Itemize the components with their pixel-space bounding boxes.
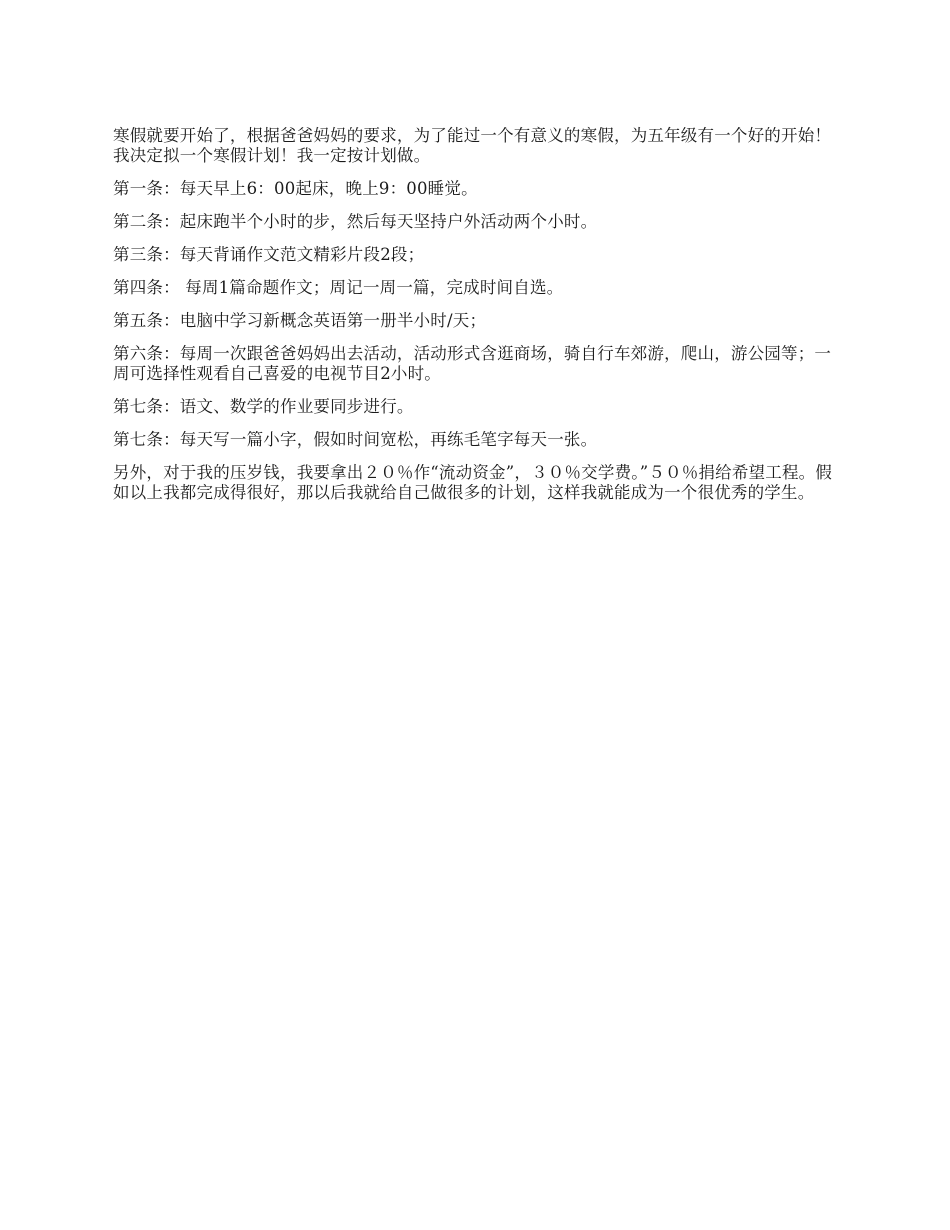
document-body <box>113 126 841 516</box>
paragraph-intro: 寒假就要开始了，根据爸爸妈妈的要求，为了能过一个有意义的寒假，为五年级有一个好的开始！我决定拟一个寒假计划！我一定按计划做。 <box>113 126 832 165</box>
paragraph-rule-7a: 第七条：语文、数学的作业要同步进行。 <box>113 397 414 416</box>
paragraph-rule-2: 第二条：起床跑半个小时的步，然后每天坚持户外活动两个小时。 <box>113 212 598 231</box>
paragraph-rule-6: 第六条：每周一次跟爸爸妈妈出去活动，活动形式含逛商场，骑自行车郊游，爬山，游公园等；一周可选择性观看自己喜爱的电视节目2小时。 <box>113 344 832 383</box>
paragraph-rule-7b: 第七条：每天写一篇小字，假如时间宽松，再练毛笔字每天一张。 <box>113 430 598 449</box>
paragraph-rule-3: 第三条：每天背诵作文范文精彩片段2段； <box>113 245 425 264</box>
paragraph-rule-4: 第四条： 每周1篇命题作文；周记一周一篇，完成时间自选。 <box>113 278 564 297</box>
paragraph-closing: 另外，对于我的压岁钱，我要拿出２０％作“流动资金”，３０％交学费。”５０％捐给希望工程。假如以上我都完成得很好，那以后我就给自己做很多的计划，这样我就能成为一个很优秀的学生。 <box>113 463 833 502</box>
paragraph-rule-5: 第五条：电脑中学习新概念英语第一册半小时/天； <box>113 311 487 330</box>
paragraph-rule-1: 第一条：每天早上6：00起床，晚上9：00睡觉。 <box>113 179 478 198</box>
